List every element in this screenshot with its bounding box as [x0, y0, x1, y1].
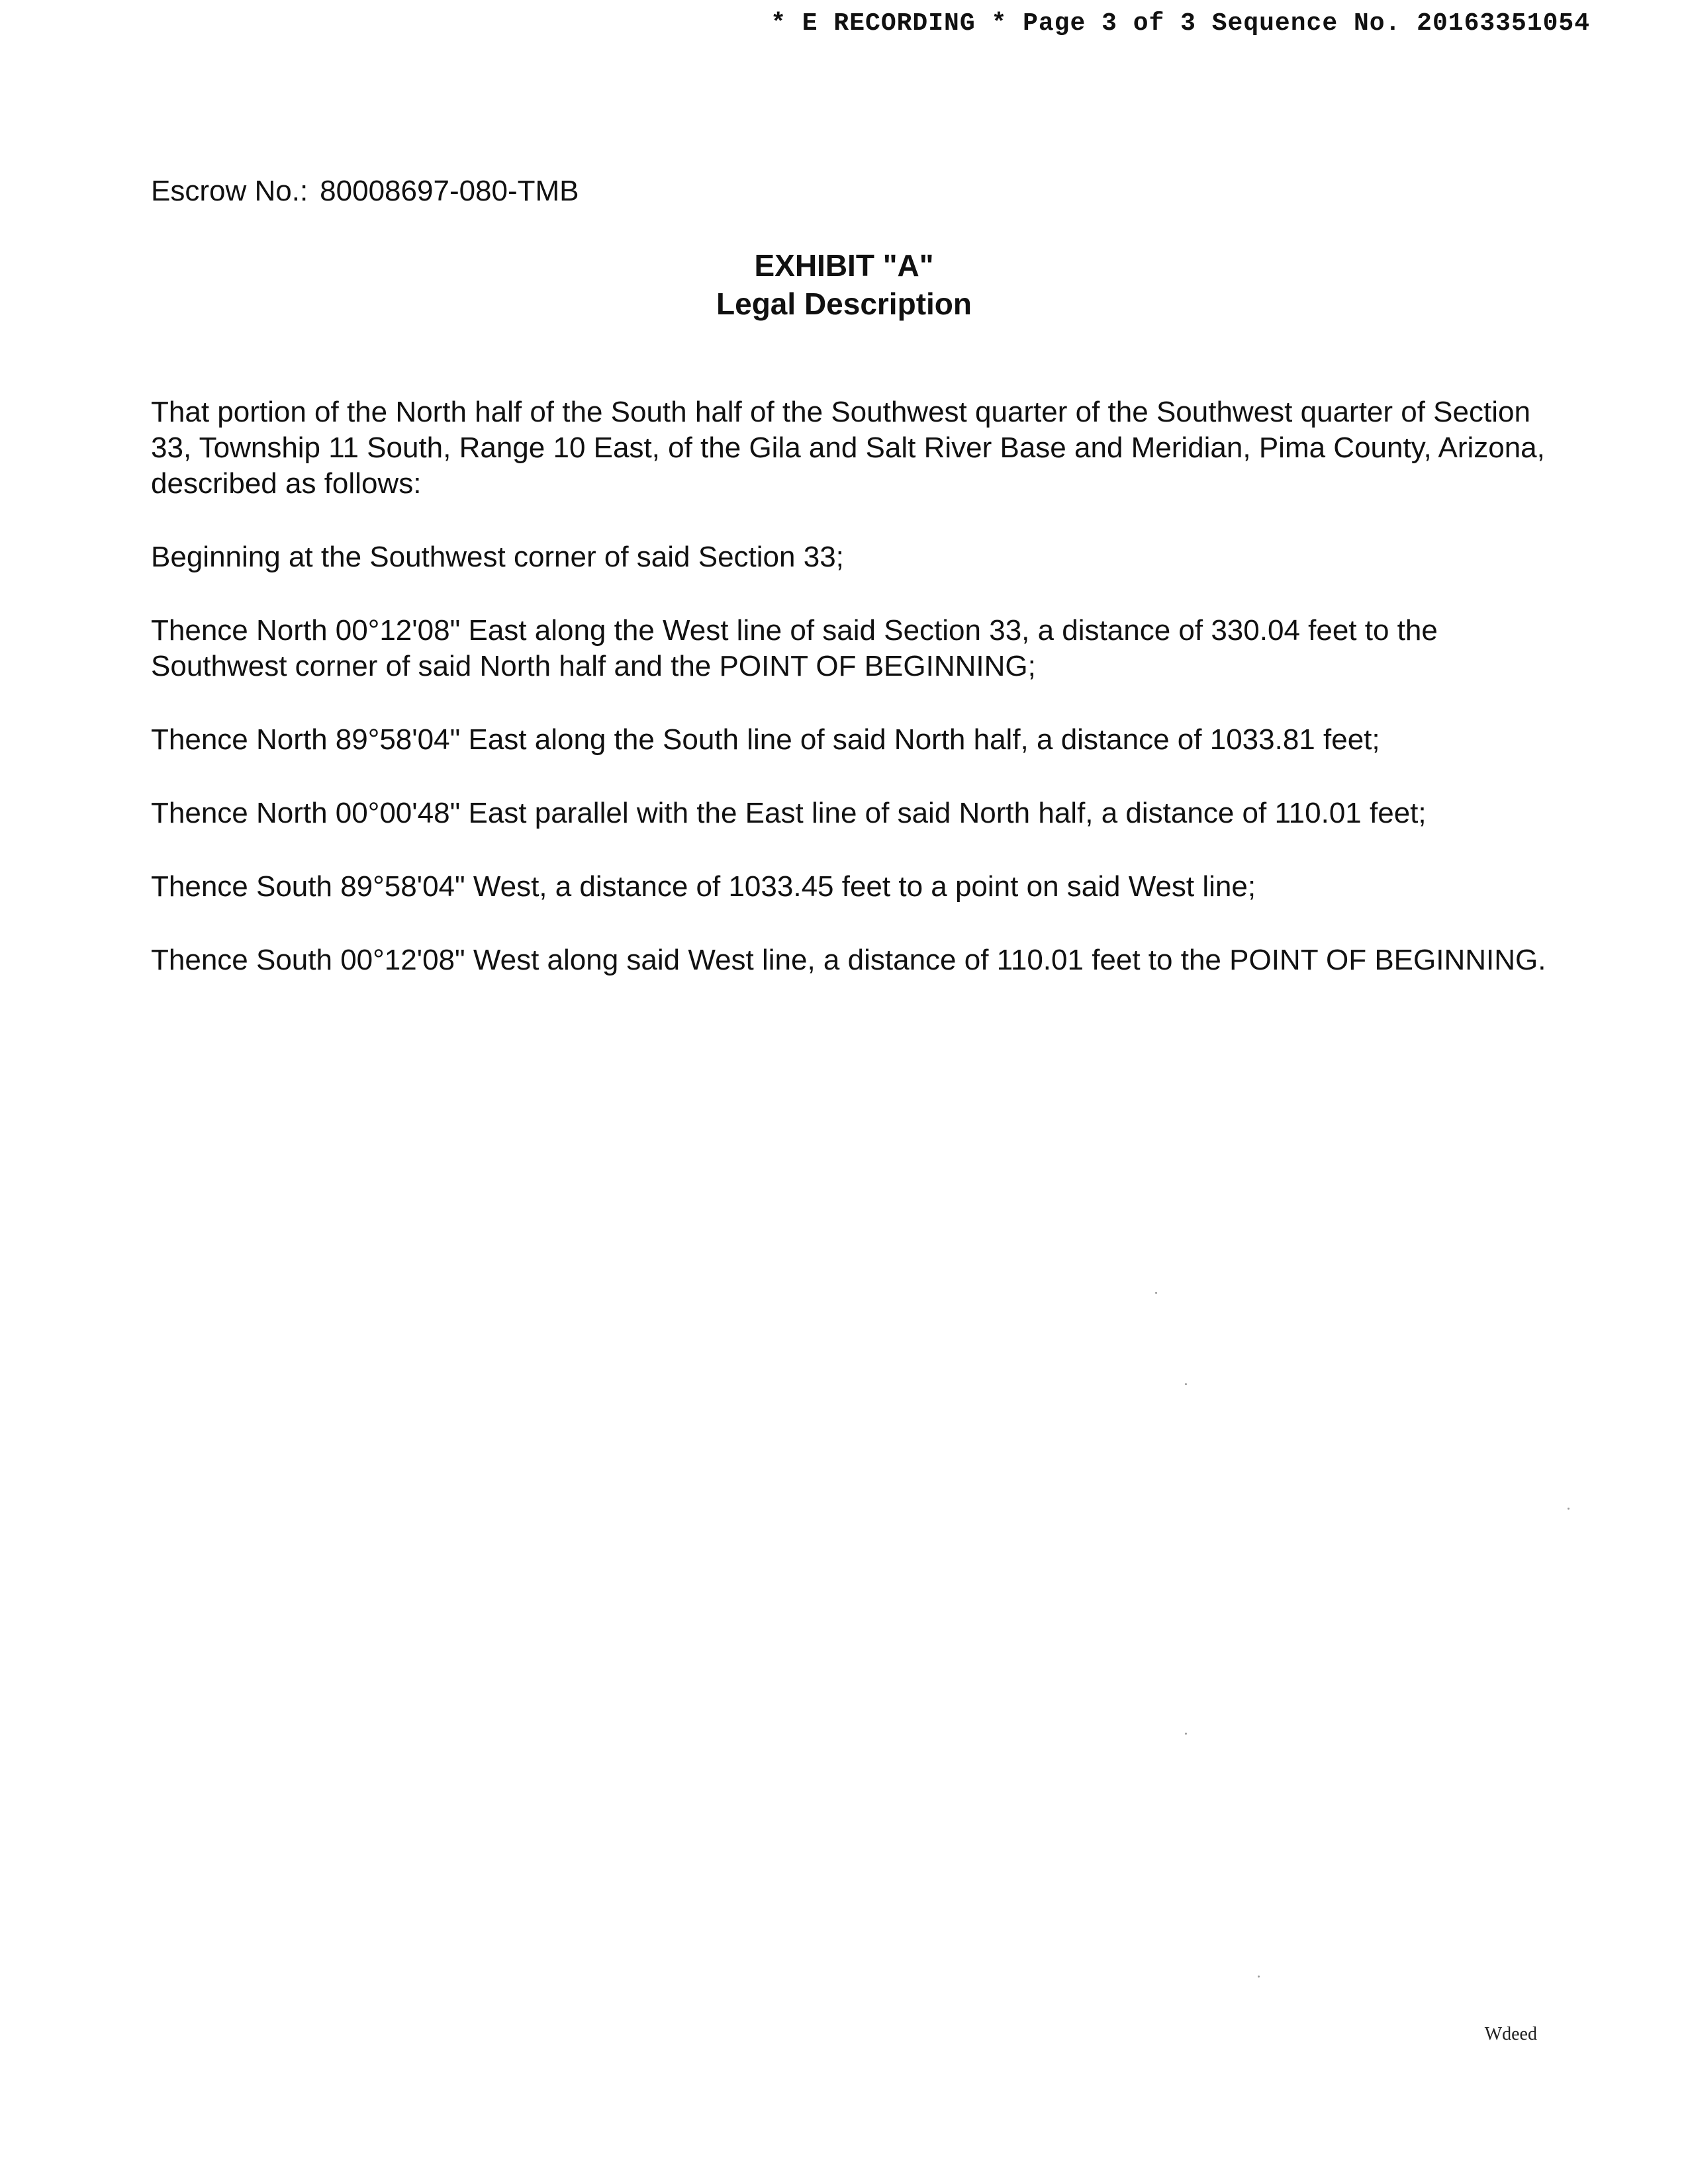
recording-header: * E RECORDING * Page 3 of 3 Sequence No. 20163351054 — [771, 9, 1590, 38]
escrow-line — [151, 175, 579, 208]
scan-speck — [1258, 1976, 1260, 1978]
description-course-3-paragraph: Thence North 00°00'48" East parallel with the East line of said North half, a distance of 110.01 feet; — [151, 797, 1427, 829]
exhibit-title: EXHIBIT "A" — [754, 248, 934, 283]
escrow-label: Escrow No.: — [151, 175, 308, 207]
escrow-number: 80008697-080-TMB — [320, 175, 579, 207]
legal-description-body — [151, 394, 1554, 1016]
description-course-2-paragraph: Thence North 89°58'04" East along the South line of said North half, a distance of 1033.81 feet; — [151, 723, 1380, 756]
description-intro-paragraph: That portion of the North half of the South half of the Southwest quarter of the Southwest quarter of Section 33, Township 11 South, Range 10 East, of the Gila and Salt River Base and Meridian, Pima County, Arizona, described as follows: — [151, 396, 1545, 500]
exhibit-subtitle: Legal Description — [716, 287, 972, 321]
scan-speck — [1568, 1508, 1570, 1510]
description-course-1-paragraph: Thence North 00°12'08" East along the West line of said Section 33, a distance of 330.04 feet to the Southwest corner of said North half and the POINT OF BEGINNING; — [151, 614, 1438, 682]
scan-speck — [1185, 1383, 1187, 1385]
description-beginning-paragraph: Beginning at the Southwest corner of said Section 33; — [151, 541, 844, 573]
scan-speck — [1155, 1292, 1157, 1294]
exhibit-heading — [0, 246, 1688, 323]
description-course-4-paragraph: Thence South 89°58'04" West, a distance of 1033.45 feet to a point on said West line; — [151, 870, 1256, 903]
form-code: Wdeed — [1484, 2024, 1537, 2044]
description-course-5-paragraph: Thence South 00°12'08" West along said West line, a distance of 110.01 feet to the POINT OF BEGINNING. — [151, 944, 1546, 976]
scan-speck — [1185, 1733, 1187, 1735]
